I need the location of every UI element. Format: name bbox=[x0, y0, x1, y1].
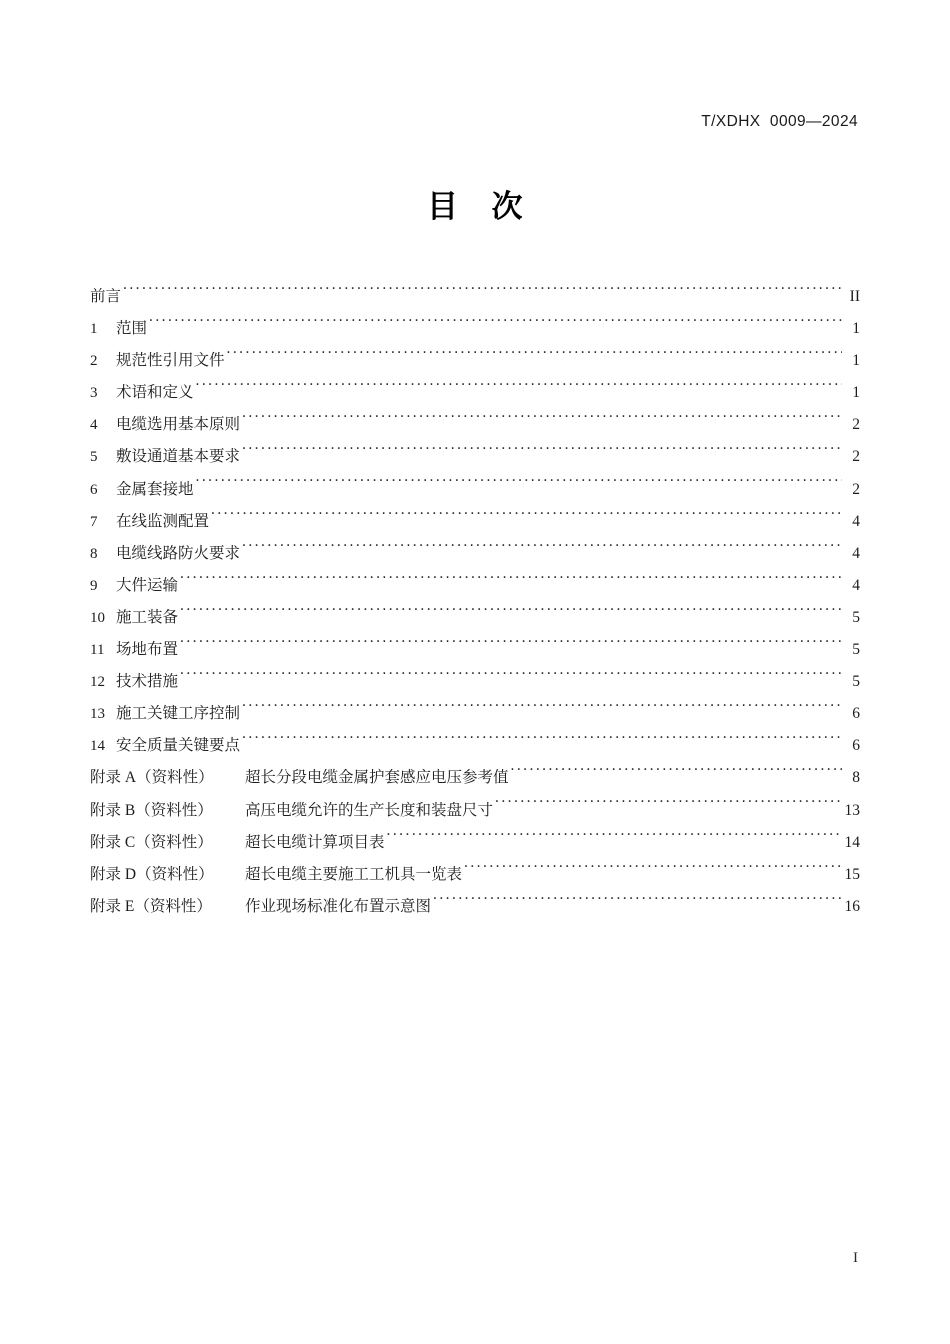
toc-appendix-label: 附录 E（资料性） bbox=[90, 897, 212, 915]
toc-entry[interactable] bbox=[90, 602, 860, 634]
toc-entry-page-number: 1 bbox=[852, 384, 860, 402]
toc-entry-title: 电缆线路防火要求 bbox=[116, 544, 241, 562]
toc-entry[interactable] bbox=[90, 538, 860, 570]
toc-entry-title: 安全质量关键要点 bbox=[116, 737, 241, 755]
dot-leader bbox=[196, 478, 842, 494]
toc-entry-number: 2 bbox=[90, 353, 98, 370]
toc-entry-title: 敷设通道基本要求 bbox=[116, 448, 241, 466]
dot-leader bbox=[123, 286, 842, 302]
toc-entry-title: 超长分段电缆金属护套感应电压参考值 bbox=[245, 769, 509, 787]
toc-entry-number: 6 bbox=[90, 481, 98, 498]
toc-entry-page-number: 2 bbox=[852, 416, 860, 434]
toc-entry-page-number: 15 bbox=[844, 865, 860, 883]
toc-entry-page-number: 1 bbox=[852, 320, 860, 338]
toc-entry-page-number: 14 bbox=[844, 833, 860, 851]
toc-entry-title: 电缆选用基本原则 bbox=[116, 416, 241, 434]
dot-leader bbox=[227, 350, 842, 366]
toc-entry-page-number: 4 bbox=[852, 544, 860, 562]
dot-leader bbox=[464, 863, 840, 879]
toc-entry-number: 7 bbox=[90, 513, 98, 530]
dot-leader bbox=[511, 767, 842, 783]
toc-entry-title: 技术措施 bbox=[116, 673, 179, 691]
toc-entry[interactable] bbox=[90, 859, 860, 891]
toc-entry-page-number: 5 bbox=[852, 608, 860, 626]
toc-entry-number: 5 bbox=[90, 449, 98, 466]
toc-entry-title: 施工装备 bbox=[116, 608, 179, 626]
toc-entry-number: 12 bbox=[90, 674, 105, 691]
dot-leader bbox=[433, 895, 840, 911]
toc-entry-title: 在线监测配置 bbox=[116, 512, 210, 530]
toc-entry-page-number: 16 bbox=[844, 897, 860, 915]
toc-entry-title: 范围 bbox=[116, 320, 148, 338]
toc-entry-page-number: 4 bbox=[852, 576, 860, 594]
toc-entry-title: 高压电缆允许的生产长度和装盘尺寸 bbox=[245, 801, 494, 819]
dot-leader bbox=[180, 639, 842, 655]
toc-entry-title: 场地布置 bbox=[116, 641, 179, 659]
toc-entry-title: 金属套接地 bbox=[116, 480, 194, 498]
dot-leader bbox=[495, 799, 840, 815]
toc-entry[interactable] bbox=[90, 698, 860, 730]
toc-entry-title: 前言 bbox=[90, 288, 122, 305]
toc-appendix-label: 附录 D（资料性） bbox=[90, 865, 214, 883]
toc-appendix-label: 附录 B（资料性） bbox=[90, 801, 213, 819]
toc-entry-page-number: 5 bbox=[852, 641, 860, 659]
dot-leader bbox=[242, 703, 842, 719]
toc-entry[interactable] bbox=[90, 506, 860, 538]
toc-entry[interactable] bbox=[90, 666, 860, 698]
toc-entry[interactable] bbox=[90, 281, 860, 313]
dot-leader bbox=[180, 606, 842, 622]
toc-entry-number: 4 bbox=[90, 417, 98, 434]
toc-entry[interactable] bbox=[90, 634, 860, 666]
toc-entry-title: 超长电缆主要施工工机具一览表 bbox=[245, 865, 463, 883]
toc-entry-number: 10 bbox=[90, 609, 105, 626]
table-of-contents bbox=[90, 281, 860, 923]
toc-entry-page-number: 4 bbox=[852, 512, 860, 530]
toc-entry-page-number: 8 bbox=[852, 769, 860, 787]
toc-entry[interactable] bbox=[90, 345, 860, 377]
toc-entry[interactable] bbox=[90, 730, 860, 762]
dot-leader bbox=[242, 735, 842, 751]
toc-entry-page-number: 6 bbox=[852, 705, 860, 723]
dot-leader bbox=[180, 671, 842, 687]
dot-leader bbox=[242, 542, 842, 558]
toc-appendix-label: 附录 C（资料性） bbox=[90, 833, 213, 851]
toc-entry-title: 超长电缆计算项目表 bbox=[245, 833, 385, 851]
toc-entry[interactable] bbox=[90, 570, 860, 602]
toc-entry-title: 施工关键工序控制 bbox=[116, 705, 241, 723]
dot-leader bbox=[242, 446, 842, 462]
toc-entry-title: 作业现场标准化布置示意图 bbox=[245, 897, 432, 915]
page-folio: I bbox=[853, 1250, 858, 1266]
toc-entry[interactable] bbox=[90, 762, 860, 794]
dot-leader bbox=[387, 831, 841, 847]
toc-entry-page-number: II bbox=[849, 288, 860, 305]
toc-entry[interactable] bbox=[90, 313, 860, 345]
toc-entry[interactable] bbox=[90, 795, 860, 827]
toc-entry-number: 3 bbox=[90, 385, 98, 402]
dot-leader bbox=[211, 510, 842, 526]
page-title: 目 次 bbox=[427, 189, 523, 224]
toc-entry-title: 规范性引用文件 bbox=[116, 352, 225, 370]
toc-entry-number: 1 bbox=[90, 321, 98, 338]
toc-entry-number: 13 bbox=[90, 706, 105, 723]
toc-entry[interactable] bbox=[90, 441, 860, 473]
toc-entry-page-number: 1 bbox=[852, 352, 860, 370]
dot-leader bbox=[242, 414, 842, 430]
toc-entry[interactable] bbox=[90, 409, 860, 441]
toc-entry-number: 8 bbox=[90, 545, 98, 562]
toc-entry-title: 术语和定义 bbox=[116, 384, 194, 402]
toc-entry-page-number: 6 bbox=[852, 737, 860, 755]
toc-entry-number: 9 bbox=[90, 577, 98, 594]
toc-entry-page-number: 13 bbox=[844, 801, 860, 819]
standard-number-header: T/XDHX 0009—2024 bbox=[701, 113, 858, 130]
toc-entry[interactable] bbox=[90, 474, 860, 506]
toc-entry[interactable] bbox=[90, 377, 860, 409]
dot-leader bbox=[180, 574, 842, 590]
toc-entry[interactable] bbox=[90, 827, 860, 859]
dot-leader bbox=[149, 318, 842, 334]
toc-entry[interactable] bbox=[90, 891, 860, 923]
toc-entry-page-number: 2 bbox=[852, 448, 860, 466]
toc-entry-page-number: 5 bbox=[852, 673, 860, 691]
toc-appendix-label: 附录 A（资料性） bbox=[90, 769, 214, 787]
toc-entry-number: 14 bbox=[90, 738, 105, 755]
toc-entry-number: 11 bbox=[90, 642, 105, 659]
toc-entry-page-number: 2 bbox=[852, 480, 860, 498]
dot-leader bbox=[196, 382, 842, 398]
toc-entry-title: 大件运输 bbox=[116, 576, 179, 594]
